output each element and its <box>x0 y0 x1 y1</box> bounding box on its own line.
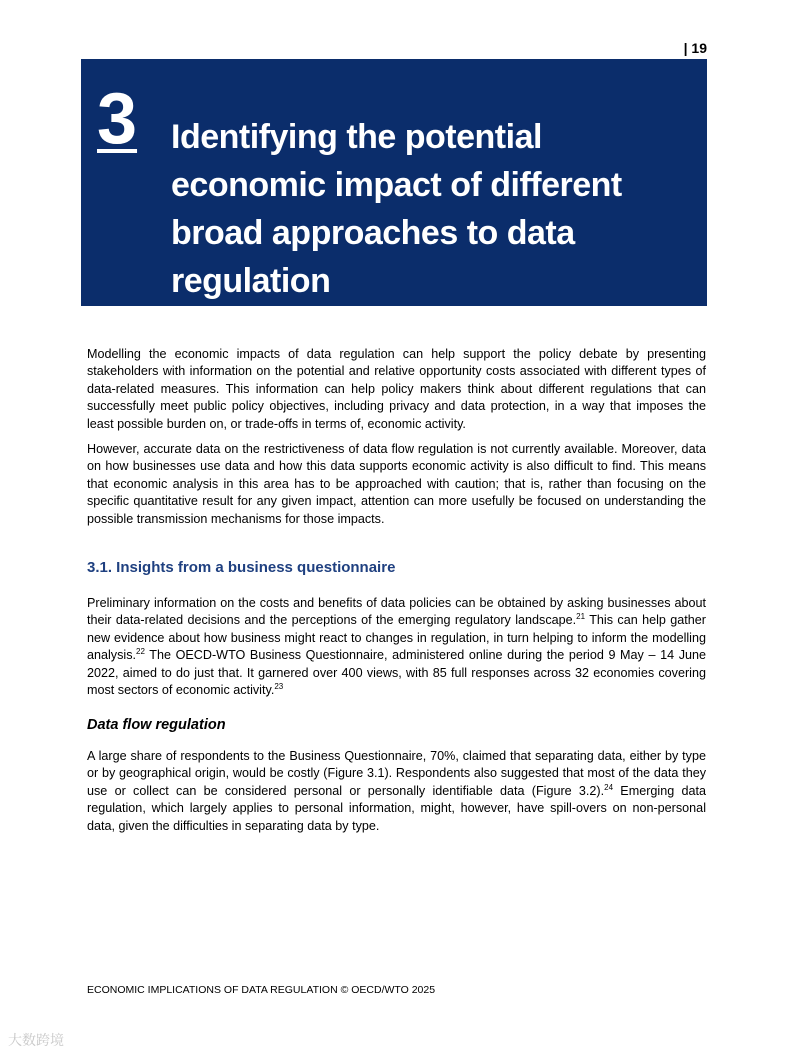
subsection-body <box>87 748 706 843</box>
watermark: 大数跨境 <box>8 1032 64 1048</box>
footnote-ref-21[interactable]: 21 <box>576 612 586 622</box>
page-number: | 19 <box>683 40 707 56</box>
subsection-text-b: Emerging data regulation, which largely applies to personal information, might, however, have spill-overs on non-personal data, given the difficulties in separating data by type. <box>87 783 706 833</box>
subsection-paragraph-1 <box>87 748 706 835</box>
section-text-a: Preliminary information on the costs and benefits of data policies can be obtained by asking businesses about their data-related decisions and the perceptions of the emerging regulatory landscape. <box>87 596 706 628</box>
section-text-b: This can help gather new evidence about how business might react to changes in regulation, in turn helping to inform the modelling analysis. <box>87 613 706 663</box>
section-text-c: The OECD-WTO Business Questionnaire, administered online during the period 9 May – 14 June 2022, aimed to do just that. It garnered over 400 views, with 85 full responses across 32 economies covering most sectors of economic activity. <box>87 648 706 698</box>
section-body <box>87 595 706 707</box>
intro-paragraph-1: Modelling the economic impacts of data regulation can help support the policy debate by presenting stakeholders with information on the potential and relative opportunity costs associated with different types of data-related measures. This information can help policy makers think about different regulations that can successfully meet public policy objectives, including privacy and data protection, in a way that imposes the least possible burden on, or trade-offs in terms of, economic activity. <box>87 347 706 431</box>
footnote-ref-24[interactable]: 24 <box>604 782 614 792</box>
intro-paragraph-2: However, accurate data on the restrictiveness of data flow regulation is not currently available. Moreover, data on how businesses use data and how this data supports economic activity is also difficult to find. This means that economic analysis in this area has to be approached with caution; that is, rather than focusing on the specific quantitative result for any given impact, attention can more usefully be focused on understanding the possible transmission mechanisms for those impacts. <box>87 442 706 526</box>
footer: ECONOMIC IMPLICATIONS OF DATA REGULATION © OECD/WTO 2025 <box>87 984 436 996</box>
footnote-ref-23[interactable]: 23 <box>274 681 284 691</box>
intro-section <box>87 346 706 536</box>
section-paragraph-1 <box>87 595 706 699</box>
chapter-title: Identifying the potential economic impact of different broad approaches to data regulation <box>171 118 622 300</box>
footnote-ref-22[interactable]: 22 <box>136 647 145 657</box>
subsection-heading: Data flow regulation <box>87 717 226 733</box>
chapter-number: 3 <box>97 79 138 159</box>
section-heading: 3.1. Insights from a business questionnaire <box>87 559 396 576</box>
chapter-banner <box>81 59 707 306</box>
subsection-text-a: A large share of respondents to the Business Questionnaire, 70%, claimed that separating data, either by type or by geographical origin, would be costly (Figure 3.1). Respondents also suggested that most of the data they use or collect can be considered personal or personally identifiable data (Figure 3.2). <box>87 749 706 798</box>
